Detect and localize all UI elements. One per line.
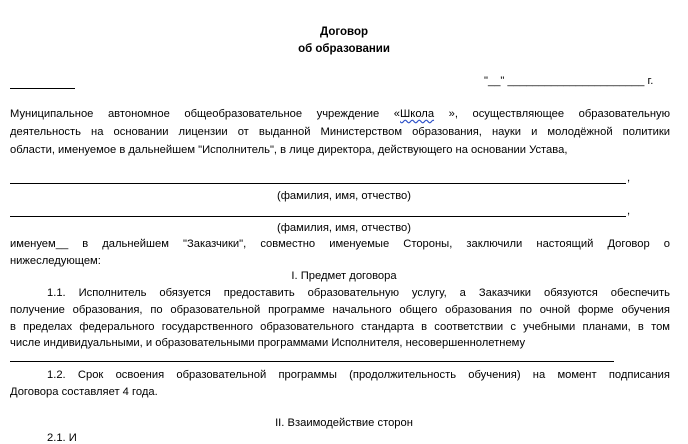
intro-line-1-pre: Муниципальное автономное общеобразовательное учреждение « xyxy=(10,108,401,120)
intro-line-1 xyxy=(10,108,670,120)
intro-line-3: области, именуемое в дальнейшем "Исполнитель", в лице директора, действующего на основании Устава, xyxy=(10,144,568,156)
clause-1-1-line-4: числе индивидуальными, и образовательными программами Исполнителя, несовершеннолетнему xyxy=(10,337,526,349)
customer-line-comma: , xyxy=(627,205,631,217)
fio-caption-2: (фамилия, имя, отчество) xyxy=(277,222,411,234)
parties-line-2: нижеследующем: xyxy=(10,255,101,267)
clause-2-1-partial: 2.1. И xyxy=(47,432,77,444)
clause-1-1-line-1: 1.1. Исполнитель обязуется предоставить образовательную услугу, а Заказчики обязуются обеспечить xyxy=(47,287,670,299)
clause-1-1-line-2: получение образования, по образовательной программе начального общего образования по очной форме обучения xyxy=(10,304,670,316)
contract-date: "__" ______________________ г. xyxy=(484,75,654,87)
student-name-line xyxy=(10,361,614,362)
place-blank-line xyxy=(10,88,75,89)
clause-1-2-line-2: Договора составляет 4 года. xyxy=(10,386,158,398)
clause-1-2-line-1: 1.2. Срок освоения образовательной программы (продолжительность обучения) на момент подписания xyxy=(47,369,670,381)
school-name: Школа xyxy=(400,108,435,120)
intro-line-2: деятельность на основании лицензии от выданной Министерством образования, науки и молодёжной политики xyxy=(10,126,670,138)
customer-name-line xyxy=(10,216,626,217)
clause-1-1-line-3: в пределах федерального государственного образовательного стандарта в соответствии с учебными планами, в том xyxy=(10,321,670,333)
section-2-heading: II. Взаимодействие сторон xyxy=(275,417,413,429)
director-name-line xyxy=(10,183,626,184)
section-1-heading: I. Предмет договора xyxy=(291,270,397,282)
intro-line-1-post: », осуществляющее образовательную xyxy=(434,108,670,120)
parties-line-1: именуем__ в дальнейшем "Заказчики", совместно именуемые Стороны, заключили настоящий Договор о xyxy=(10,238,670,250)
fio-caption-1: (фамилия, имя, отчество) xyxy=(277,190,411,202)
document-subtitle: об образовании xyxy=(298,43,390,55)
document-title: Договор xyxy=(320,26,368,38)
director-line-comma: , xyxy=(627,172,631,184)
